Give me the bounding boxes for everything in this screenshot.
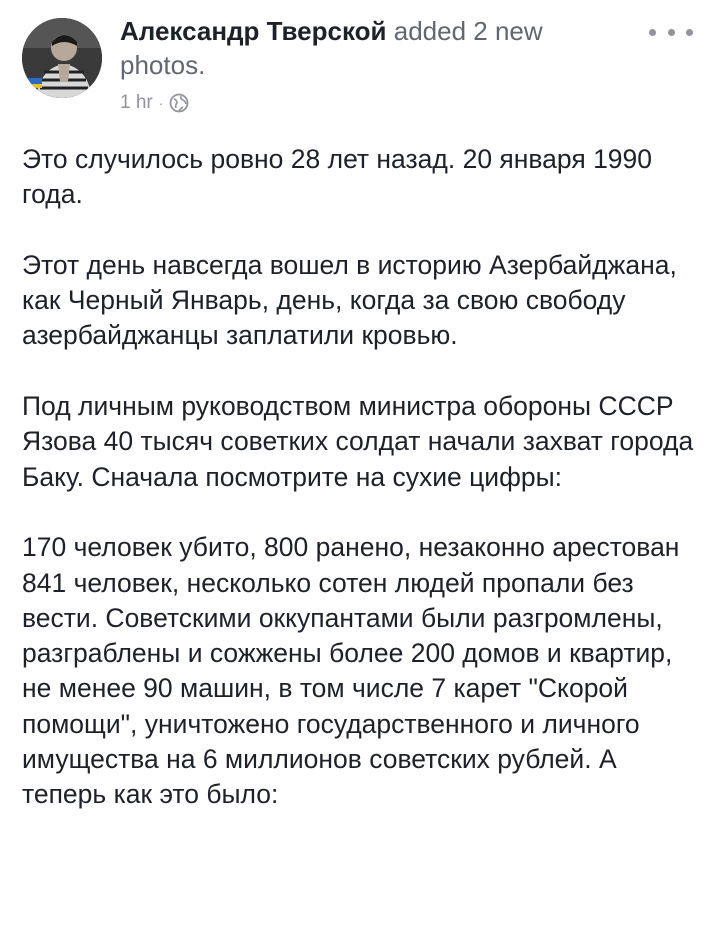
more-dot xyxy=(649,29,656,36)
meta-separator: · xyxy=(158,95,164,111)
more-dot xyxy=(686,29,693,36)
post-paragraph: Этот день навсегда вошел в историю Азербайджана, как Черный Январь, день, когда за свою свободу азербайджанцы заплатили кровью. xyxy=(22,249,677,351)
globe-icon xyxy=(169,93,189,113)
post-paragraph: Это случилось ровно 28 лет назад. 20 января 1990 года. xyxy=(22,144,653,210)
post-paragraph: Под личным руководством министра обороны СССР Язова 40 тысяч советких солдат начали захват города Баку. Сначала посмотрите на сухие цифры: xyxy=(22,391,694,492)
more-options-icon[interactable] xyxy=(649,20,693,44)
author-name[interactable]: Александр Тверской xyxy=(120,16,387,46)
post-timestamp[interactable]: 1 hr xyxy=(120,92,153,113)
avatar[interactable] xyxy=(22,18,102,98)
post-body xyxy=(22,142,702,848)
more-dot xyxy=(668,29,675,36)
post-meta xyxy=(120,88,189,118)
post-header xyxy=(120,14,590,82)
post-action-text: added 2 new photos. xyxy=(120,16,543,80)
post-paragraph: 170 человек убито, 800 ранено, незаконно арестован 841 человек, несколько сотен людей пропали без вести. Советскими оккупантами были разгромлены, разграблены и сожжены более 200 домов и квартир, не менее 90 машин, в том числе 7 карет "Скорой помощи", уничтожено государственного и личного имущества на 6 миллионов советских рублей. А теперь как это было: xyxy=(22,532,680,810)
